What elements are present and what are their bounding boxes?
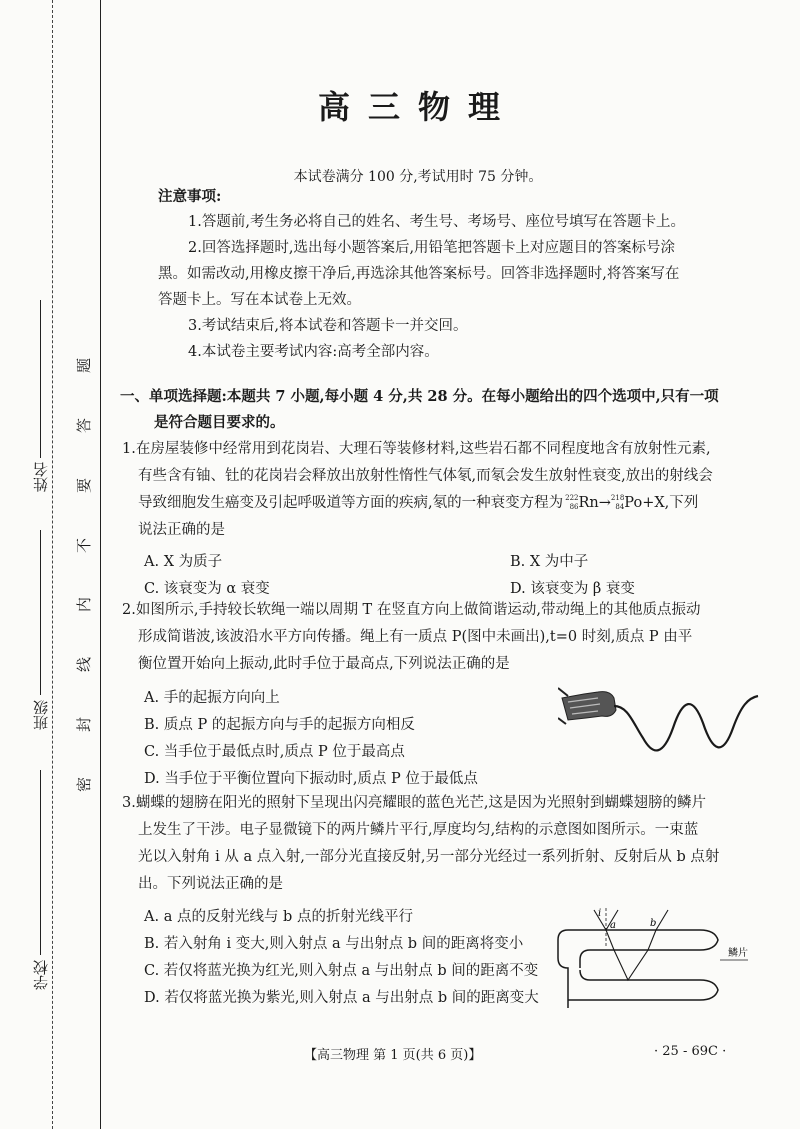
- upper-scale: [568, 930, 718, 968]
- po-atomic-number: 84: [615, 503, 625, 511]
- q3-option-c[interactable]: C. 若仅将蓝光换为红光,则入射点 a 与出射点 b 间的距离不变: [144, 963, 539, 979]
- q2-line3: 衡位置开始向上振动,此时手位于最高点,下列说法正确的是: [138, 656, 510, 672]
- note-2-line3: 答题卡上。写在本试卷上无效。: [158, 292, 361, 308]
- lower-scale: [568, 970, 718, 1000]
- note-2-line1: 2.回答选择题时,选出每小题答案后,用铅笔把答题卡上对应题目的答案标号涂: [188, 240, 676, 256]
- q1-option-c[interactable]: C. 该衰变为 α 衰变: [144, 581, 270, 597]
- rn-atomic-number: 86: [569, 503, 579, 511]
- q3-line3: 光以入射角 i 从 a 点入射,一部分光直接反射,另一部分光经过一系列折射、反射后从 b 点射: [138, 849, 720, 865]
- q1-line1: 1.在房屋装修中经常用到花岗岩、大理石等装修材料,这些岩石都不同程度地含有放射性元素,: [122, 441, 711, 457]
- class-field[interactable]: [40, 530, 41, 695]
- refracted-path: [606, 930, 656, 980]
- po-symbol: Po: [624, 495, 643, 511]
- q2-option-d[interactable]: D. 当手位于平衡位置向下振动时,质点 P 位于最低点: [144, 771, 478, 787]
- fig-label-i: i: [598, 908, 602, 919]
- name-label: 姓名: [32, 462, 50, 492]
- q2-line2: 形成简谐波,该波沿水平方向传播。绳上有一质点 P(图中未画出),t=0 时刻,质点 P 由平: [138, 629, 693, 645]
- school-label: 学校: [32, 960, 50, 990]
- seal-text: [73, 355, 95, 795]
- q1-line3: [138, 490, 698, 517]
- q3-option-a[interactable]: A. a 点的反射光线与 b 点的折射光线平行: [144, 909, 413, 925]
- q1-line3-end: +X,下列: [642, 495, 699, 511]
- q3-line1: 3.蝴蝶的翅膀在阳光的照射下呈现出闪亮耀眼的蓝色光芒,这是因为光照射到蝴蝶翅膀的鳞片: [122, 795, 706, 811]
- rn-symbol: Rn: [578, 495, 599, 511]
- q1-option-a[interactable]: A. X 为质子: [144, 554, 223, 570]
- q3-option-b[interactable]: B. 若入射角 i 变大,则入射点 a 与出射点 b 间的距离将变小: [144, 936, 524, 952]
- seal-char: 答: [75, 417, 94, 433]
- q3-line2: 上发生了干涉。电子显微镜下的两片鳞片平行,厚度均匀,结构的示意图如图所示。一束蓝: [138, 822, 699, 838]
- q1-option-d[interactable]: D. 该衰变为 β 衰变: [510, 581, 635, 597]
- po-mass-number: 218: [610, 494, 625, 502]
- notes-heading: 注意事项:: [158, 188, 222, 205]
- po-nuclide-indices: [611, 494, 624, 512]
- seal-char: 题: [75, 357, 94, 374]
- note-2-line2: 黑。如需改动,用橡皮擦干净后,再选涂其他答案标号。回答非选择题时,将答案写在: [158, 266, 680, 282]
- hand-rope-wave-figure: [558, 668, 768, 768]
- class-label: 班级: [32, 700, 50, 730]
- section1-heading: 一、单项选择题:本题共 7 小题,每小题 4 分,共 28 分。在每小题给出的四个选项中,只有一项: [120, 388, 719, 405]
- q2-option-c[interactable]: C. 当手位于最低点时,质点 P 位于最高点: [144, 744, 405, 760]
- paper-code: · 25 - 69C ·: [654, 1044, 727, 1059]
- hand-icon: [558, 688, 616, 724]
- q1-line2: 有些含有铀、钍的花岗岩会释放出放射性惰性气体氡,而氡会发生放射性衰变,放出的射线会: [138, 468, 713, 484]
- binding-margin: [0, 0, 110, 1129]
- q3-line4: 出。下列说法正确的是: [138, 876, 283, 892]
- rope-wave: [614, 696, 758, 750]
- seal-char: 要: [75, 477, 94, 493]
- binding-solid-line: [100, 0, 101, 1129]
- seal-char: 封: [75, 717, 94, 733]
- butterfly-scale-figure: [550, 898, 770, 1018]
- q2-line1: 2.如图所示,手持较长软绳一端以周期 T 在竖直方向上做简谐运动,带动绳上的其他质点振动: [122, 602, 701, 618]
- seal-char: 密: [75, 776, 94, 792]
- binding-dashed-line: [52, 0, 53, 1129]
- fig-label-scale: 鳞片: [728, 948, 748, 959]
- seal-char: 内: [75, 597, 94, 613]
- q2-option-b[interactable]: B. 质点 P 的起振方向与手的起振方向相反: [144, 717, 415, 733]
- q2-option-a[interactable]: A. 手的起振方向向上: [144, 690, 280, 706]
- note-4: 4.本试卷主要考试内容:高考全部内容。: [188, 344, 439, 360]
- fig-label-a: a: [610, 920, 616, 931]
- fig-label-b: b: [650, 918, 657, 929]
- seal-char: 不: [75, 537, 94, 553]
- emergent-ray: [656, 910, 668, 930]
- rn-mass-number: 222: [565, 494, 579, 502]
- q1-line4: 说法正确的是: [138, 522, 225, 538]
- decay-arrow: →: [598, 495, 611, 511]
- exam-info: 本试卷满分 100 分,考试用时 75 分钟。: [293, 169, 543, 185]
- q1-option-b[interactable]: B. X 为中子: [510, 554, 589, 570]
- name-field[interactable]: [40, 300, 41, 458]
- seal-char: 线: [75, 657, 94, 673]
- section1-heading-cont: 是符合题目要求的。: [154, 414, 285, 431]
- page-footer: 【高三物理 第 1 页(共 6 页)】: [304, 1048, 482, 1063]
- q3-option-d[interactable]: D. 若仅将蓝光换为紫光,则入射点 a 与出射点 b 间的距离变大: [144, 990, 539, 1006]
- rn-nuclide-indices: [565, 494, 578, 512]
- note-1: 1.答题前,考生务必将自己的姓名、考生号、考场号、座位号填写在答题卡上。: [188, 214, 685, 230]
- q1-line3-text: 导致细胞发生癌变及引起呼吸道等方面的疾病,氡的一种衰变方程为: [138, 495, 564, 511]
- school-field[interactable]: [40, 770, 41, 955]
- page-title: 高三物理: [317, 88, 518, 126]
- note-3: 3.考试结束后,将本试卷和答题卡一并交回。: [188, 318, 468, 334]
